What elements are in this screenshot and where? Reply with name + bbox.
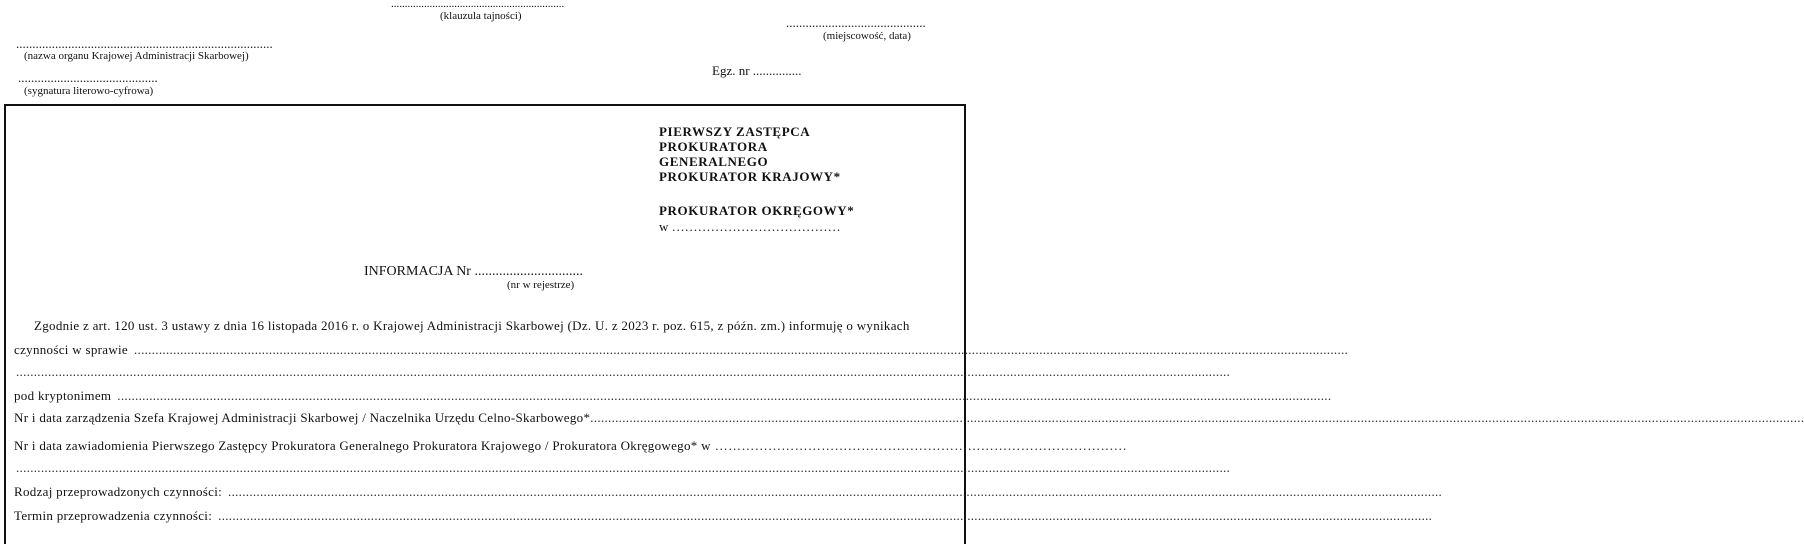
intro-text: Zgodnie z art. 120 ust. 3 ustawy z dnia 16 listopada 2016 r. o Krajowej Administracji Skarbowej (Dz. U. z 2023 r. poz. 615, z późn. zm.) informuję o wynikach <box>34 318 910 333</box>
activity-type-label: Rodzaj przeprowadzonych czynności: <box>14 484 223 499</box>
codename-fill[interactable]: ...................................................................................................................................................................................................................................................................................................................................................... <box>117 388 1332 403</box>
activity-term-row[interactable] <box>14 508 1433 524</box>
classification-caption: (klauzula tajności) <box>440 10 522 22</box>
case-label: czynności w sprawie <box>14 342 128 357</box>
classification-dots[interactable]: ............................................................... <box>391 0 565 10</box>
register-number-caption: (nr w rejestrze) <box>507 279 575 291</box>
notice-row[interactable] <box>14 438 1128 454</box>
notice-fill-continuation[interactable]: ...................................................................................................................................................................................................................................................................................................................................................... <box>16 460 1231 475</box>
addressee-line-3: GENERALNEGO <box>659 154 769 169</box>
addressee-second-place[interactable]: w ………………………………… <box>659 219 841 234</box>
case-row[interactable] <box>14 342 1349 358</box>
addressee-line-1: PIERWSZY ZASTĘPCA <box>659 124 811 139</box>
copy-number[interactable]: Egz. nr ............... <box>712 63 802 78</box>
organ-name-caption: (nazwa organu Krajowej Administracji Skarbowej) <box>24 50 249 62</box>
case-fill[interactable]: ...................................................................................................................................................................................................................................................................................................................................................... <box>134 342 1349 357</box>
notice-fill[interactable]: ………………………………………………………………………………… <box>714 438 1128 453</box>
order-label: Nr i data zarządzenia Szefa Krajowej Administracji Skarbowej / Naczelnika Urzędu Celno-Skarbowego* <box>14 410 591 425</box>
activity-term-fill[interactable]: ...................................................................................................................................................................................................................................................................................................................................................... <box>218 508 1433 523</box>
codename-row[interactable] <box>14 388 1332 404</box>
addressee-line-2: PROKURATORA <box>659 139 768 154</box>
activity-type-fill[interactable]: ...................................................................................................................................................................................................................................................................................................................................................... <box>228 484 1443 499</box>
addressee-block <box>659 124 841 184</box>
addressee-line-4: PROKURATOR KRAJOWY* <box>659 169 841 184</box>
order-fill[interactable]: ...................................................................................................................................................................................................................................................................................................................................................... <box>590 410 1804 425</box>
activity-type-row[interactable] <box>14 484 1443 500</box>
place-date-caption: (miejscowość, data) <box>823 30 911 42</box>
signature-caption: (sygnatura literowo-cyfrowa) <box>24 85 154 97</box>
case-fill-continuation[interactable]: ...................................................................................................................................................................................................................................................................................................................................................... <box>16 364 1231 379</box>
order-row[interactable] <box>14 410 1804 426</box>
place-date-dots[interactable]: ........................................... <box>786 15 926 30</box>
codename-label: pod kryptonimem <box>14 388 112 403</box>
activity-term-label: Termin przeprowadzenia czynności: <box>14 508 213 523</box>
organ-name-dots[interactable]: ............................................................................... <box>16 36 273 51</box>
notice-label: Nr i data zawiadomienia Pierwszego Zastępcy Prokuratora Generalnego Prokuratora Krajowego / Prokuratora Okręgowego* w <box>14 438 711 453</box>
signature-dots[interactable]: ........................................... <box>18 70 158 85</box>
addressee-second: PROKURATOR OKRĘGOWY* <box>659 203 855 218</box>
document-title[interactable]: INFORMACJA Nr ............................... <box>364 264 583 279</box>
